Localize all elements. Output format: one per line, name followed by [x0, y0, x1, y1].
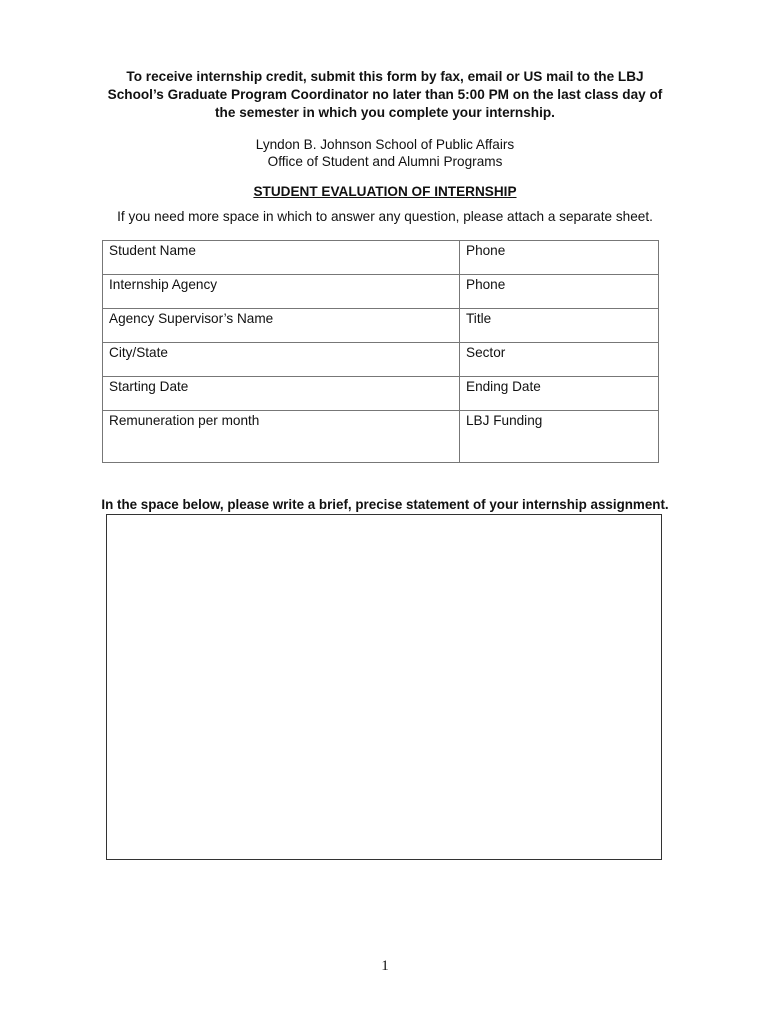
- lbj-funding-field[interactable]: LBJ Funding: [460, 411, 659, 463]
- supervisor-name-field[interactable]: Agency Supervisor’s Name: [103, 309, 460, 343]
- table-row: [103, 275, 659, 309]
- table-row: [103, 343, 659, 377]
- page-number: 1: [381, 958, 389, 974]
- assignment-statement-box[interactable]: [106, 514, 662, 860]
- table-row: [103, 377, 659, 411]
- submission-instructions: [60, 68, 710, 122]
- student-phone-field[interactable]: Phone: [460, 241, 659, 275]
- table-row: [103, 411, 659, 463]
- organization-name: Lyndon B. Johnson School of Public Affairs: [255, 137, 515, 152]
- agency-phone-field[interactable]: Phone: [460, 275, 659, 309]
- assignment-prompt: In the space below, please write a brief, precise statement of your internship assignment.: [101, 497, 669, 512]
- organization-block: [60, 136, 710, 170]
- student-name-field[interactable]: Student Name: [103, 241, 460, 275]
- sector-field[interactable]: Sector: [460, 343, 659, 377]
- table-row: [103, 241, 659, 275]
- internship-agency-field[interactable]: Internship Agency: [103, 275, 460, 309]
- intro-line-1: To receive internship credit, submit this form by fax, email or US mail to the LBJ: [126, 69, 644, 84]
- internship-info-table: [102, 240, 659, 463]
- intro-line-3: the semester in which you complete your internship.: [215, 105, 555, 120]
- organization-office: Office of Student and Alumni Programs: [267, 154, 503, 169]
- intro-line-2: School’s Graduate Program Coordinator no later than 5:00 PM on the last class day of: [107, 87, 663, 102]
- supervisor-title-field[interactable]: Title: [460, 309, 659, 343]
- extra-space-instructions: If you need more space in which to answer any question, please attach a separate sheet.: [117, 209, 653, 224]
- form-title: STUDENT EVALUATION OF INTERNSHIP: [253, 184, 517, 199]
- remuneration-field[interactable]: Remuneration per month: [103, 411, 460, 463]
- starting-date-field[interactable]: Starting Date: [103, 377, 460, 411]
- table-row: [103, 309, 659, 343]
- ending-date-field[interactable]: Ending Date: [460, 377, 659, 411]
- city-state-field[interactable]: City/State: [103, 343, 460, 377]
